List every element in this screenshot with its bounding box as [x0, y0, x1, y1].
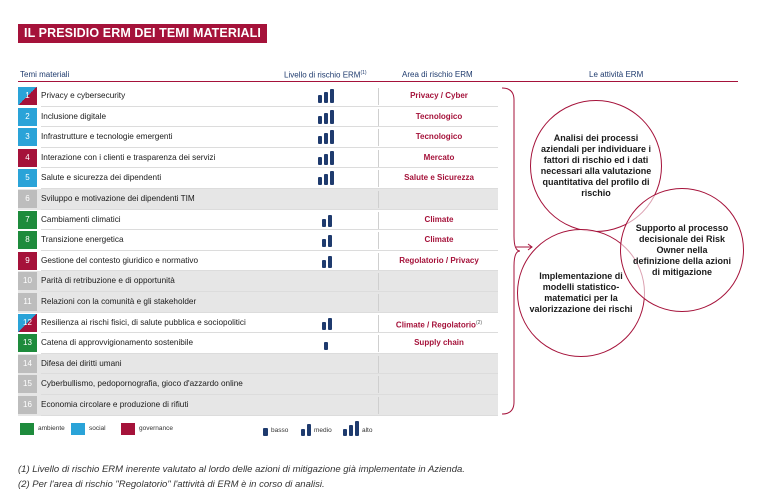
row-number-badge: 1	[18, 87, 37, 105]
risk-level-medio-icon	[318, 316, 338, 330]
risk-level-alto-icon	[318, 89, 338, 103]
risk-bar	[322, 260, 326, 268]
risk-bar	[322, 322, 326, 330]
column-divider	[378, 129, 379, 146]
activity-analisi-text: Analisi dei processi aziendali per individuare i fattori di rischio ed i dati necessari alla valutazione quantitativa del profilo di rischio	[540, 133, 652, 198]
risk-level-medio-icon	[318, 213, 338, 227]
header-area-rischio: Area di rischio ERM	[402, 70, 473, 79]
legend-governance: governance	[139, 425, 173, 432]
table-row	[18, 86, 498, 107]
column-divider	[378, 150, 379, 167]
risk-level-basso-icon	[318, 336, 338, 350]
brace-connector	[500, 86, 520, 416]
risk-bar	[324, 133, 328, 144]
legend-ambiente: ambiente	[38, 425, 65, 432]
row-topic-name: Parità di retribuzione e di opportunità	[41, 276, 175, 286]
column-divider	[378, 109, 379, 126]
column-divider	[378, 232, 379, 249]
footnote-1: (1) Livello di rischio ERM inerente valutato al lordo delle azioni di mitigazione già implementate in Azienda.	[18, 464, 465, 475]
risk-bar	[328, 235, 332, 247]
table-row	[18, 292, 498, 313]
column-divider	[378, 88, 379, 105]
arrow-icon	[516, 243, 534, 251]
row-risk-area-note: (2)	[475, 319, 483, 326]
row-risk-area	[380, 333, 498, 354]
row-risk-area	[380, 395, 498, 416]
row-risk-area	[380, 374, 498, 395]
column-divider	[378, 273, 379, 290]
risk-bar	[324, 113, 328, 124]
risk-bar	[318, 136, 322, 144]
risk-bar	[324, 92, 328, 103]
table-row	[18, 374, 498, 395]
risk-level-alto-icon	[318, 130, 338, 144]
row-topic-name: Salute e sicurezza dei dipendenti	[41, 173, 162, 183]
column-divider	[378, 294, 379, 311]
row-risk-area	[380, 313, 498, 334]
row-risk-area	[380, 127, 498, 148]
legend-bars-alto-icon	[342, 420, 362, 436]
row-topic-name: Relazioni con la comunità e gli stakeholder	[41, 296, 197, 306]
row-risk-area-label: Climate	[424, 235, 454, 245]
table-row	[18, 395, 498, 416]
row-number-badge: 9	[18, 252, 37, 270]
table-row	[18, 168, 498, 189]
risk-level-alto-icon	[318, 171, 338, 185]
column-divider	[378, 315, 379, 332]
legend-swatch-governance	[121, 423, 135, 435]
row-risk-area	[380, 168, 498, 189]
legend-basso: basso	[271, 427, 289, 434]
risk-bar	[322, 239, 326, 247]
row-number-badge: 7	[18, 211, 37, 229]
row-topic-name: Inclusione digitale	[41, 111, 107, 121]
activity-supporto-text: Supporto al processo decisionale dei Risk Owner nella definizione della azioni di mitigazione	[633, 222, 732, 277]
activity-supporto	[620, 188, 744, 312]
risk-bar	[318, 177, 322, 185]
header-livello-note: (1)	[360, 70, 367, 76]
risk-level-alto-icon	[318, 151, 338, 165]
legend-medio: medio	[314, 427, 332, 434]
column-divider	[378, 170, 379, 187]
row-topic-name: Economia circolare e produzione di rifiuti	[41, 399, 189, 409]
risk-bar	[318, 95, 322, 103]
row-risk-area-label: Climate	[424, 214, 454, 224]
table-row	[18, 127, 498, 148]
table-row	[18, 333, 498, 354]
table-row	[18, 189, 498, 210]
table-row	[18, 251, 498, 272]
header-livello-label: Livello di rischio ERM	[284, 70, 361, 80]
row-topic-name: Cambiamenti climatici	[41, 214, 121, 224]
page-title: IL PRESIDIO ERM DEI TEMI MATERIALI	[18, 24, 267, 43]
table-row	[18, 230, 498, 251]
row-risk-area	[380, 251, 498, 272]
risk-bar	[318, 116, 322, 124]
materiality-table	[18, 86, 498, 416]
risk-bar	[328, 318, 332, 330]
risk-bar	[330, 151, 334, 165]
table-row	[18, 313, 498, 334]
row-risk-area	[380, 271, 498, 292]
row-number-badge: 2	[18, 108, 37, 126]
row-risk-area	[380, 148, 498, 169]
row-number-badge: 12	[18, 314, 37, 332]
column-divider	[378, 191, 379, 208]
legend-alto: alto	[362, 427, 373, 434]
legend-bars-basso-icon	[262, 424, 270, 436]
header-divider	[18, 81, 498, 82]
risk-bar	[324, 342, 328, 350]
row-number-badge: 5	[18, 169, 37, 187]
table-row	[18, 271, 498, 292]
row-risk-area	[380, 230, 498, 251]
row-number-badge: 4	[18, 149, 37, 167]
risk-bar	[330, 130, 334, 144]
row-number-badge: 16	[18, 396, 37, 414]
row-topic-name: Catena di approvvigionamento sostenibile	[41, 338, 194, 348]
row-topic-name: Infrastrutture e tecnologie emergenti	[41, 132, 173, 142]
risk-bar	[328, 215, 332, 227]
row-risk-area-label: Climate / Regolatorio	[395, 320, 476, 330]
legend-sociale: social	[89, 425, 106, 432]
column-divider	[378, 212, 379, 229]
table-row	[18, 354, 498, 375]
row-risk-area	[380, 292, 498, 313]
row-risk-area-label: Supply chain	[414, 338, 464, 348]
header-livello-rischio	[284, 70, 367, 80]
row-risk-area	[380, 354, 498, 375]
row-number-badge: 8	[18, 231, 37, 249]
table-row	[18, 148, 498, 169]
column-divider	[378, 397, 379, 414]
column-divider	[378, 376, 379, 393]
header-divider-right	[498, 81, 738, 82]
row-topic-name: Resilienza ai rischi fisici, di salute pubblica e sociopolitici	[41, 317, 246, 327]
risk-level-medio-icon	[318, 254, 338, 268]
row-number-badge: 14	[18, 355, 37, 373]
risk-bar	[328, 256, 332, 268]
risk-bar	[318, 157, 322, 165]
header-temi-materiali: Temi materiali	[20, 70, 70, 79]
row-topic-name: Transizione energetica	[41, 235, 124, 245]
row-divider	[41, 415, 498, 416]
risk-bar	[330, 110, 334, 124]
row-risk-area-label: Tecnologico	[415, 132, 463, 142]
row-topic-name: Difesa dei diritti umani	[41, 358, 122, 368]
row-topic-name: Gestione del contesto giuridico e normativo	[41, 255, 199, 265]
risk-bar	[324, 154, 328, 165]
row-number-badge: 6	[18, 190, 37, 208]
row-risk-area-label: Tecnologico	[415, 111, 463, 121]
table-row	[18, 107, 498, 128]
row-risk-area	[380, 189, 498, 210]
legend-bars-medio-icon	[300, 422, 314, 436]
risk-bar	[330, 171, 334, 185]
row-topic-name: Cyberbullismo, pedopornografia, gioco d'azzardo online	[41, 379, 243, 389]
row-risk-area-label: Regolatorio / Privacy	[399, 255, 479, 265]
risk-bar	[330, 89, 334, 103]
row-number-badge: 10	[18, 272, 37, 290]
footnote-2: (2) Per l'area di rischio "Regolatorio" l'attività di ERM è in corso di analisi.	[18, 479, 325, 490]
risk-bar	[324, 174, 328, 185]
row-number-badge: 11	[18, 293, 37, 311]
row-number-badge: 15	[18, 375, 37, 393]
row-risk-area-label: Mercato	[423, 152, 455, 162]
row-risk-area-label: Privacy / Cyber	[410, 91, 468, 100]
column-divider	[378, 253, 379, 270]
row-risk-area	[380, 107, 498, 128]
column-divider	[378, 356, 379, 373]
row-topic-name: Interazione con i clienti e trasparenza dei servizi	[41, 152, 216, 162]
column-divider	[378, 335, 379, 352]
risk-level-alto-icon	[318, 110, 338, 124]
row-risk-area	[380, 210, 498, 231]
row-number-badge: 3	[18, 128, 37, 146]
risk-bar	[322, 219, 326, 227]
row-number-badge: 13	[18, 334, 37, 352]
header-attivita-erm: Le attività ERM	[589, 70, 644, 79]
activity-implementazione-text: Implementazione di modelli statistico-matematici per la valorizzazione dei rischi	[529, 271, 633, 314]
table-row	[18, 210, 498, 231]
legend-swatch-sociale	[71, 423, 85, 435]
risk-level-medio-icon	[318, 233, 338, 247]
row-risk-area	[380, 86, 498, 107]
row-risk-area-label: Salute e Sicurezza	[404, 173, 474, 183]
row-topic-name: Sviluppo e motivazione dei dipendenti TIM	[41, 193, 195, 203]
legend-swatch-ambiente	[20, 423, 34, 435]
row-topic-name: Privacy e cybersecurity	[41, 91, 126, 100]
